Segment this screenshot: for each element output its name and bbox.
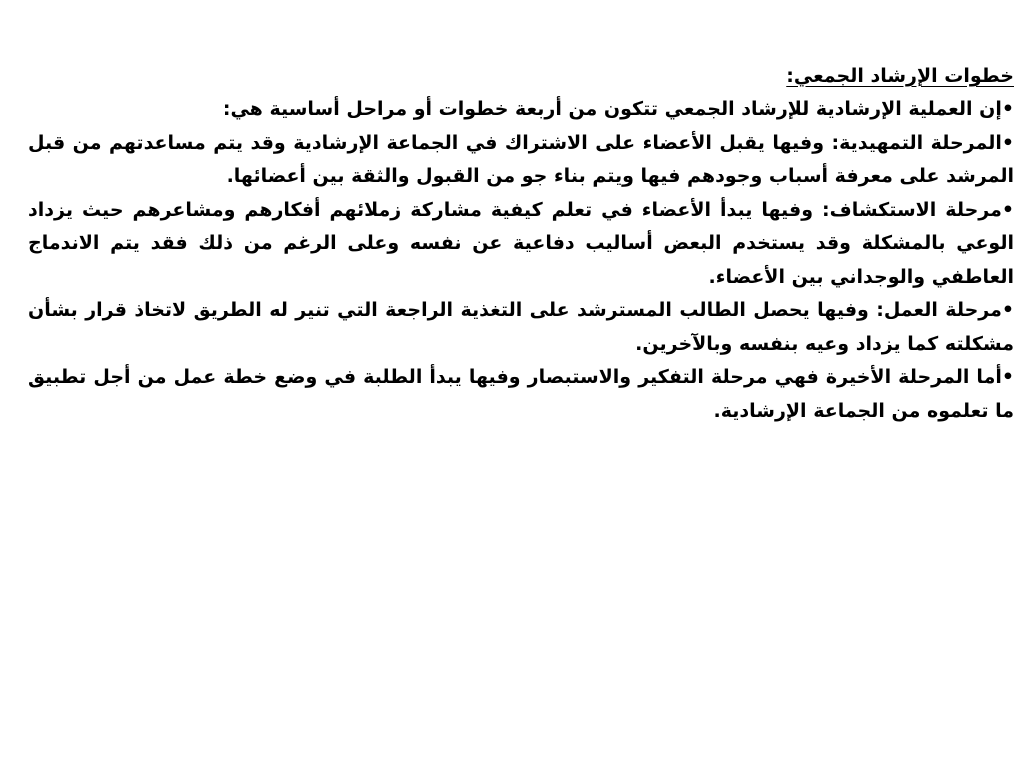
intro-paragraph: •إن العملية الإرشادية للإرشاد الجمعي تتكون من أربعة خطوات أو مراحل أساسية هي: (222, 98, 1014, 120)
exploration-stage-paragraph: •مرحلة الاستكشاف: وفيها يبدأ الأعضاء في تعلم كيفية مشاركة زملائهم أفكارهم ومشاعرهم حيث يزداد الوعي بالمشكلة وقد يستخدم البعض أساليب دفاعية عن نفسه وعلى الرغم من ذلك فقد يتم الاندماج العاطفي والوجداني بين الأعضاء. (28, 198, 1014, 288)
work-stage-paragraph: •مرحلة العمل: وفيها يحصل الطالب المسترشد على التغذية الراجعة التي تنير له الطريق لاتخاذ قرار بشأن مشكلته كما يزداد وعيه بنفسه وبالآخرين. (28, 299, 1014, 355)
slide-title: خطوات الإرشاد الجمعي: (786, 65, 1014, 87)
final-stage-paragraph: •أما المرحلة الأخيرة فهي مرحلة التفكير والاستبصار وفيها يبدأ الطلبة في وضع خطة عمل من أجل تطبيق ما تعلموه من الجماعة الإرشادية. (28, 366, 1014, 422)
preparatory-stage-paragraph: •المرحلة التمهيدية: وفيها يقبل الأعضاء على الاشتراك في الجماعة الإرشادية وقد يتم مساعدتهم من قبل المرشد على معرفة أسباب وجودهم فيها ويتم بناء جو من القبول والثقة بين أعضائها. (28, 131, 1014, 187)
